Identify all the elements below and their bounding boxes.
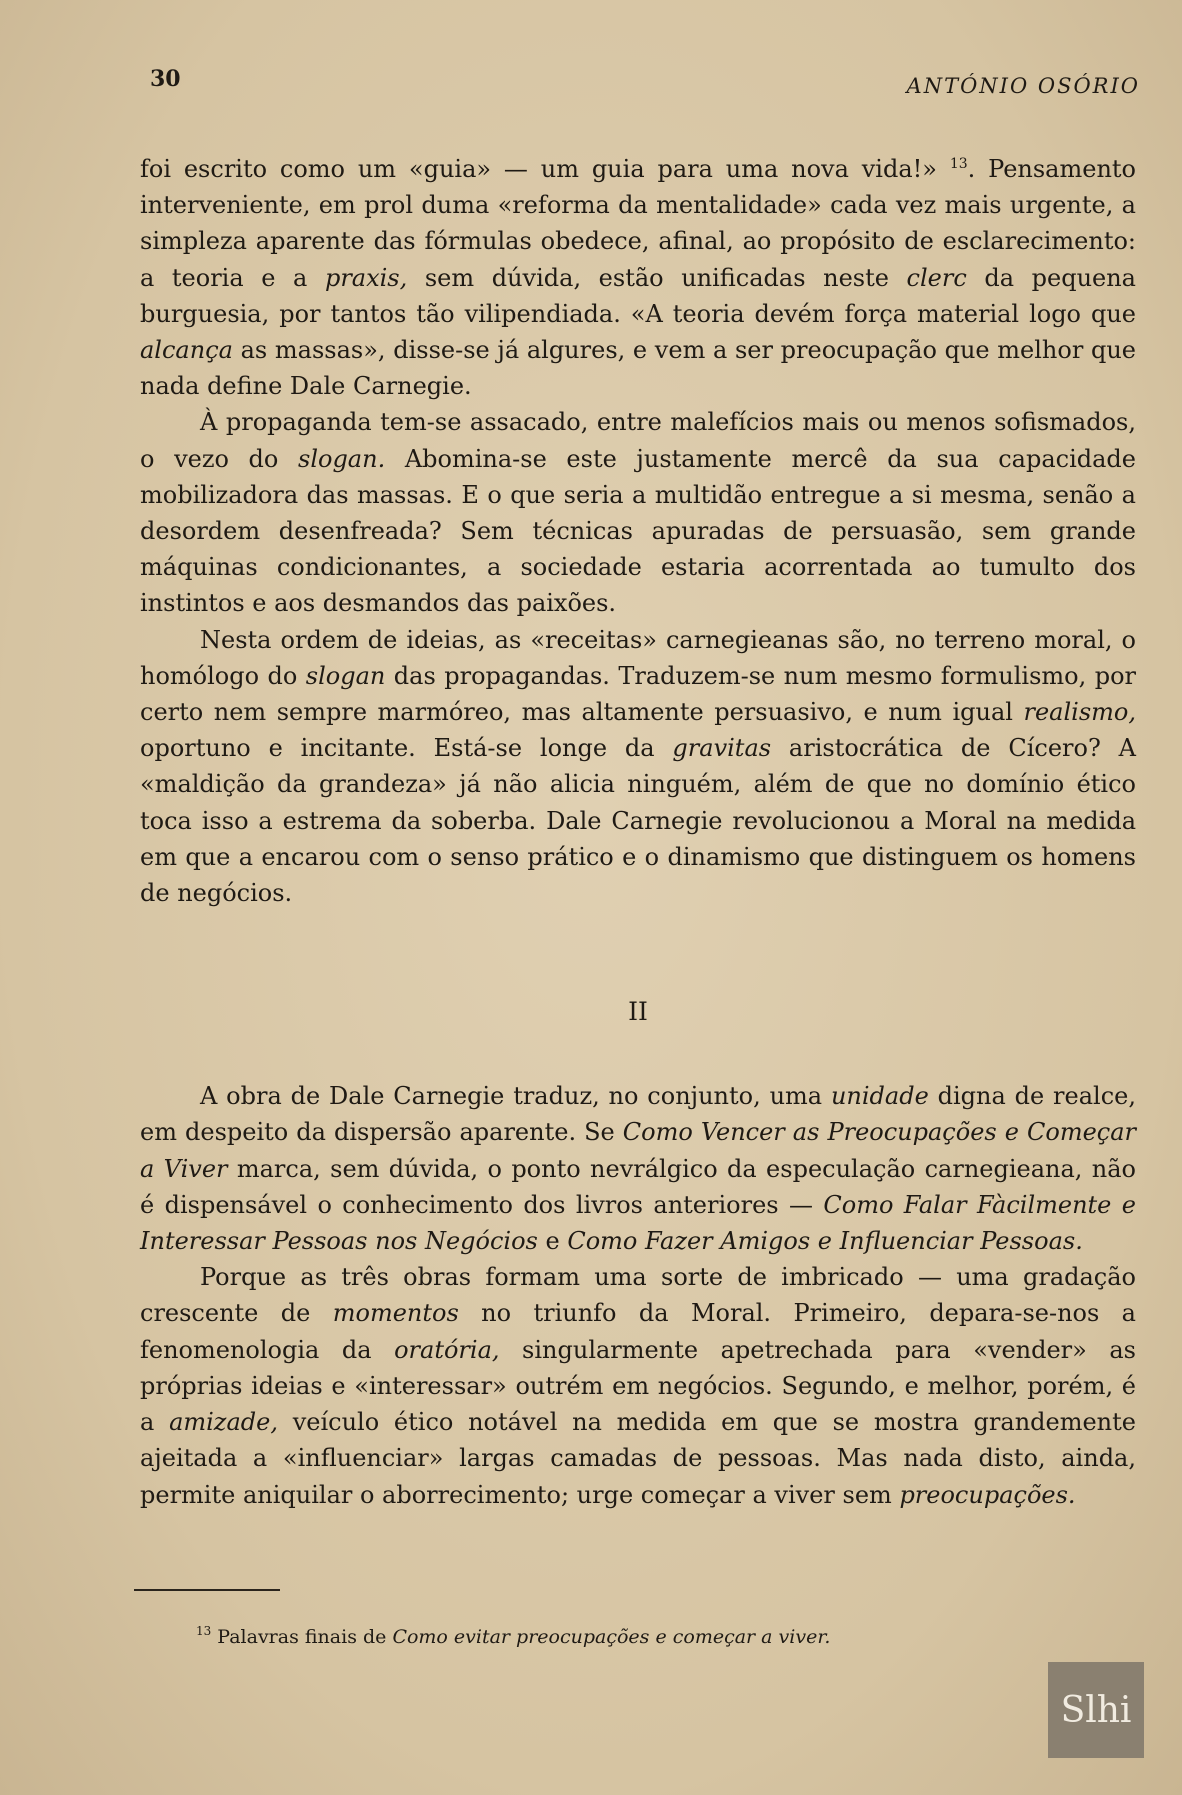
text-run: . Pensamento interveniente, em prol duma «reforma da mentalidade» cada vez mais urgente, a simpleza aparente das fórmulas obedece, afinal, ao propósito de esclarecimento: a teoria e a <box>140 155 1136 292</box>
italic-text: clerc <box>906 263 967 292</box>
italic-text: Como Fazer Amigos e Influenciar Pessoas. <box>567 1227 1083 1256</box>
footnote <box>196 1624 1096 1648</box>
paragraph <box>140 404 1136 621</box>
italic-text: slogan <box>305 661 386 690</box>
footnote-text: Palavras finais de <box>217 1626 393 1648</box>
italic-text: alcança <box>140 336 233 365</box>
italic-text: slogan. <box>298 444 386 473</box>
paragraph <box>140 1078 1136 1259</box>
italic-text: amizade, <box>169 1408 278 1437</box>
text-run: e <box>537 1227 568 1256</box>
italic-text: praxis, <box>324 263 408 292</box>
text-run: foi escrito como um «guia» — um guia para uma nova vida!» <box>140 155 950 183</box>
section-heading: II <box>628 997 648 1027</box>
text-run: no triunfo da Moral. Primeiro, depara-se-nos a fenomenologia da <box>140 1299 1136 1364</box>
body-text <box>140 146 1136 1513</box>
footnote-mark: 13 <box>196 1624 212 1638</box>
footnote-divider <box>134 1589 280 1591</box>
text-run: Abomina-se este justamente mercê da sua capacidade mobilizadora das massas. E o que seria a multidão entregue a si mesma, senão a desordem desenfreada? Sem técnicas apuradas de persuasão, sem grande máquinas condicionantes, a sociedade estaria acorrentada ao tumulto dos instintos e aos desmandos das paixões. <box>140 444 1136 618</box>
paragraph-group-1 <box>140 146 1136 911</box>
text-run: as massas», disse-se já algures, e vem a ser preocupação que melhor que nada define Dale Carnegie. <box>140 336 1136 401</box>
text-run: Nesta ordem de ideias, as «receitas» carnegieanas são, no terreno moral, o homólogo do <box>140 625 1136 690</box>
italic-text: Como Falar Fàcilmente e Interessar Pessoas nos Negócios <box>140 1190 1136 1256</box>
running-head: ANTÓNIO OSÓRIO <box>906 74 1140 98</box>
paragraph <box>140 622 1136 912</box>
footnote-reference: 13 <box>949 156 968 172</box>
text-run: Porque as três obras formam uma sorte de imbricado — uma gradação crescente de <box>140 1263 1136 1328</box>
library-logo: Slhi <box>1048 1662 1144 1758</box>
paragraph <box>140 1259 1136 1512</box>
text-run: A obra de Dale Carnegie traduz, no conjunto, uma <box>200 1082 831 1111</box>
text-run: das propagandas. Traduzem-se num mesmo formulismo, por certo nem sempre marmóreo, mas altamente persuasivo, e num igual <box>140 661 1136 727</box>
text-run: digna de realce, em despeito da dispersão aparente. Se <box>140 1082 1136 1147</box>
text-run: marca, sem dúvida, o ponto nevrálgico da especulação carnegieana, não é dispensável o conhecimento dos livros anteriores — <box>140 1154 1136 1219</box>
text-run: da pequena burguesia, por tantos tão vilipendiada. «A teoria devém força material logo que <box>140 263 1136 328</box>
italic-text: unidade <box>830 1082 929 1111</box>
paragraph-group-2 <box>140 1078 1136 1512</box>
page-number: 30 <box>150 66 181 92</box>
paragraph <box>140 146 1136 404</box>
italic-text: oratória, <box>394 1335 500 1364</box>
text-run: sem dúvida, estão unificadas neste <box>407 263 907 292</box>
footnote-title: Como evitar preocupações e começar a viver. <box>392 1626 831 1648</box>
italic-text: Como Vencer as Preocupações e Começar a Viver <box>140 1118 1136 1183</box>
text-run: veículo ético notável na medida em que se mostra grandemente ajeitada a «influenciar» largas camadas de pessoas. Mas nada disto, ainda, permite aniquilar o aborrecimento; urge começar a viver sem <box>140 1408 1136 1509</box>
italic-text: preocupações. <box>899 1480 1076 1509</box>
text-run: À propaganda tem-se assacado, entre malefícios mais ou menos sofismados, o vezo do <box>140 408 1136 473</box>
text-run: singularmente apetrechada para «vender» as próprias ideias e «interessar» outrém em negócios. Segundo, e melhor, porém, é a <box>140 1335 1136 1437</box>
text-run: aristocrática de Cícero? A «maldição da grandeza» já não alicia ninguém, além de que no domínio ético toca isso a estrema da soberba. Dale Carnegie revolucionou a Moral na medida em que a encarou com o senso prático e o dinamismo que distinguem os homens de negócios. <box>140 734 1137 908</box>
italic-text: realismo, <box>1023 698 1136 727</box>
text-run: oportuno e incitante. Está-se longe da <box>140 734 673 763</box>
italic-text: momentos <box>332 1299 459 1328</box>
italic-text: gravitas <box>672 734 772 763</box>
